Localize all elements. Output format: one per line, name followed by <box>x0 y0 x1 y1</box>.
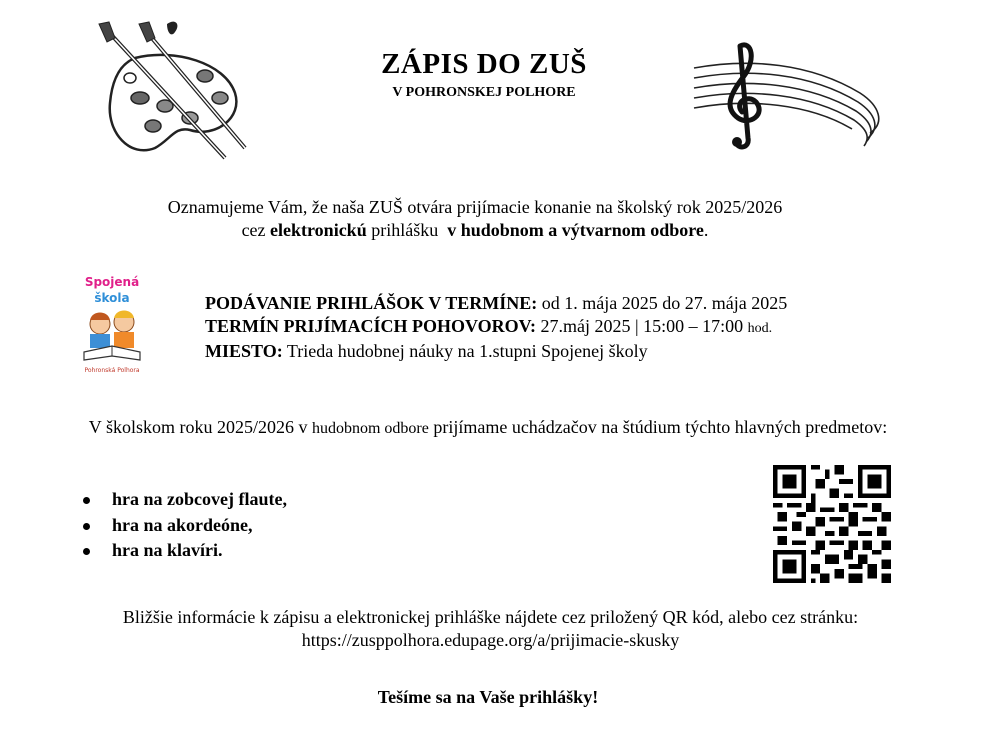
list-item: hra na klavíri. <box>80 538 287 564</box>
lead-department: hudobnom odbore <box>311 420 429 437</box>
qr-code-icon[interactable] <box>773 465 891 583</box>
list-item: hra na zobcovej flaute, <box>80 487 287 513</box>
treble-clef-icon <box>690 38 890 153</box>
intro-electronic: elektronickú <box>270 220 367 240</box>
interview-suffix: hod. <box>747 321 773 336</box>
more-info-text: Bližšie informácie k zápisu a elektronickej prihláške nájdete cez priložený QR kód, alebo cez stránku: <box>122 607 859 627</box>
place-value: Trieda hudobnej náuky na 1.stupni Spojenej školy <box>282 341 648 361</box>
interview-label: TERMÍN PRIJÍMACÍCH POHOVOROV: <box>205 316 536 336</box>
admission-url-link[interactable]: https://zusppolhora.edupage.org/a/prijimacie-skusky <box>301 630 680 650</box>
deadline-line <box>205 292 787 315</box>
intro-line-2 <box>0 219 950 242</box>
spojena-skola-logo <box>76 272 148 376</box>
logo-line-2: škola <box>94 291 130 305</box>
lead-prefix: V školskom roku 2025/2026 v <box>88 417 312 437</box>
place-label: MIESTO: <box>205 341 283 361</box>
interview-line <box>205 315 787 340</box>
logo-line-1: Spojená <box>84 275 140 289</box>
deadline-value: od 1. mája 2025 do 27. mája 2025 <box>537 293 788 313</box>
logo-caption: Pohronská Polhora <box>84 367 140 374</box>
intro-line-2-prefix: cez <box>241 220 271 240</box>
subjects-lead <box>0 417 976 438</box>
lead-suffix: prijímame uchádzačov na štúdium týchto hlavných predmetov: <box>428 417 888 437</box>
list-item: hra na akordeóne, <box>80 513 287 539</box>
closing-message: Tešíme sa na Vaše prihlášky! <box>377 687 599 707</box>
intro-line-2-mid: prihlášku <box>366 220 448 240</box>
interview-value: 27.máj 2025 | 15:00 – 17:00 <box>535 316 748 336</box>
intro-line-2-suffix: . <box>703 220 709 240</box>
page-subtitle: V POHRONSKEJ POLHORE <box>392 85 576 100</box>
intro-text <box>0 196 950 242</box>
intro-line-1: Oznamujeme Vám, že naša ZUŠ otvára prijímacie konanie na školský rok 2025/2026 <box>167 197 783 217</box>
more-info <box>0 606 981 652</box>
page-title: ZÁPIS DO ZUŠ <box>381 48 587 80</box>
info-block <box>205 292 787 363</box>
intro-departments: v hudobnom a výtvarnom odbore <box>447 220 704 240</box>
place-line <box>205 340 787 363</box>
deadline-label: PODÁVANIE PRIHLÁŠOK V TERMÍNE: <box>205 293 538 313</box>
subjects-list <box>80 487 287 564</box>
